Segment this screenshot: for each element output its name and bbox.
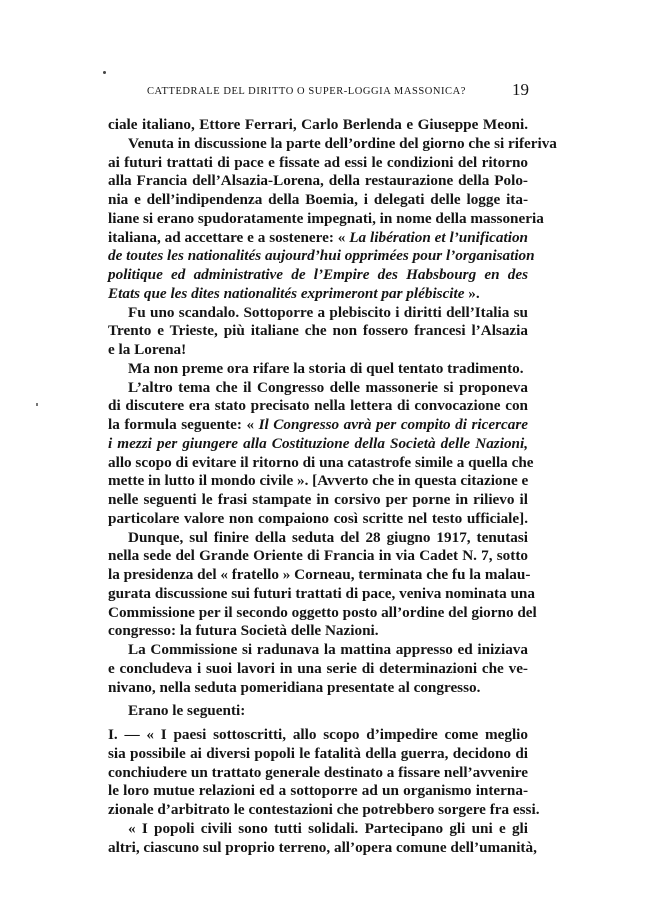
page-header <box>147 80 529 102</box>
text-line: « I popoli civili sono tutti solidali. Partecipano gli uni e gli <box>128 819 528 837</box>
text-line: liane si erano spudoratamente impegnati, in nome della massoneria <box>108 209 544 227</box>
text-line: mette in lutto il mondo civile ». [Avverto che in questa citazione e <box>108 472 529 490</box>
text-line: Commissione per il secondo oggetto posto all’ordine del giorno del <box>108 603 537 621</box>
text-line: e concludeva i suoi lavori in una serie di determinazioni che ve- <box>108 659 528 677</box>
text-line: italiana, ad accettare e a sostenere: « La libération et l’unification <box>108 228 528 246</box>
text-line: politique ed administrative de l’Empire des Habsbourg en des <box>108 266 528 283</box>
text-line: la presidenza del « fratello » Corneau, terminata che fu la malau- <box>108 566 531 583</box>
text-line: ai futuri trattati di pace e fissate ad essi le condizioni del ritorno <box>108 153 528 171</box>
text-line: La Commissione si radunava la mattina appresso ed iniziava <box>128 641 528 658</box>
text-line: Dunque, sul finire della seduta del 28 giugno 1917, tenutasi <box>128 528 528 546</box>
text-line: conchiudere un trattato generale destinato a fissare nell’avvenire <box>108 763 528 781</box>
text-line: ciale italiano, Ettore Ferrari, Carlo Berlenda e Giuseppe Meoni. <box>108 116 528 133</box>
body-text <box>108 116 557 857</box>
text-line: nella sede del Grande Oriente di Francia in via Cadet N. 7, sotto <box>108 547 528 565</box>
text-line: i mezzi per giungere alla Costituzione della Società delle Nazioni, <box>108 434 528 452</box>
ink-speck <box>103 71 106 74</box>
text-line: particolare valore non compaiono così scritte nel testo ufficiale]. <box>108 509 528 527</box>
text-line: allo scopo di evitare il ritorno di una catastrofe simile a quella che <box>108 453 534 471</box>
text-line: gurata discussione sui futuri trattati di pace, veniva nominata una <box>108 584 535 602</box>
text-line: congresso: la futura Società delle Nazioni. <box>108 622 379 640</box>
text-line: I. — « I paesi sottoscritti, allo scopo d’impedire come meglio <box>108 726 528 743</box>
text-line: L’altro tema che il Congresso delle massonerie si proponeva <box>128 378 528 396</box>
text-line: sia possibile ai diversi popoli le fatalità della guerra, decidono di <box>108 744 528 762</box>
running-title: CATTEDRALE DEL DIRITTO O SUPER-LOGGIA MASSONICA? <box>147 86 466 97</box>
text-line: le loro mutue relazioni ed a sottoporre ad un organismo interna- <box>108 782 528 800</box>
text-line: nelle seguenti le frasi stampate in corsivo per porne in rilievo il <box>108 491 528 508</box>
text-line: zionale d’arbitrato le contestazioni che potrebbero sorgere fra essi. <box>108 801 540 818</box>
text-line: Trento e Trieste, più italiane che non fossero francesi l’Alsazia <box>108 322 528 340</box>
text-line: de toutes les nationalités aujourd’hui opprimées pour l’organisation <box>108 247 535 265</box>
text-line: Erano le seguenti: <box>128 702 246 720</box>
text-line: di discutere era stato precisato nella lettera di convocazione con <box>108 397 528 415</box>
text-line: Fu uno scandalo. Sottoporre a plebiscito i diritti dell’Italia su <box>128 303 528 321</box>
text-line: nivano, nella seduta pomeridiana presentate al congresso. <box>108 678 481 696</box>
ink-speck-margin <box>36 403 38 406</box>
page-number: 19 <box>512 80 529 99</box>
text-line: altri, ciascuno sul proprio terreno, all’opera comune dell’umanità, <box>108 838 537 856</box>
text-line: alla Francia dell’Alsazia-Lorena, della restaurazione della Polo- <box>108 172 528 190</box>
text-line: Etats que les dites nationalités exprimeront par plébiscite ». <box>108 284 480 302</box>
text-line: la formula seguente: « Il Congresso avrà per compito di ricercare <box>108 416 528 433</box>
text-line: Ma non preme ora rifare la storia di quel tentato tradimento. <box>128 359 524 377</box>
text-line: Venuta in discussione la parte dell’ordine del giorno che si riferiva <box>128 134 557 152</box>
text-line: e la Lorena! <box>108 341 187 358</box>
text-line: nia e dell’indipendenza della Boemia, i delegati delle logge ita- <box>108 191 528 208</box>
